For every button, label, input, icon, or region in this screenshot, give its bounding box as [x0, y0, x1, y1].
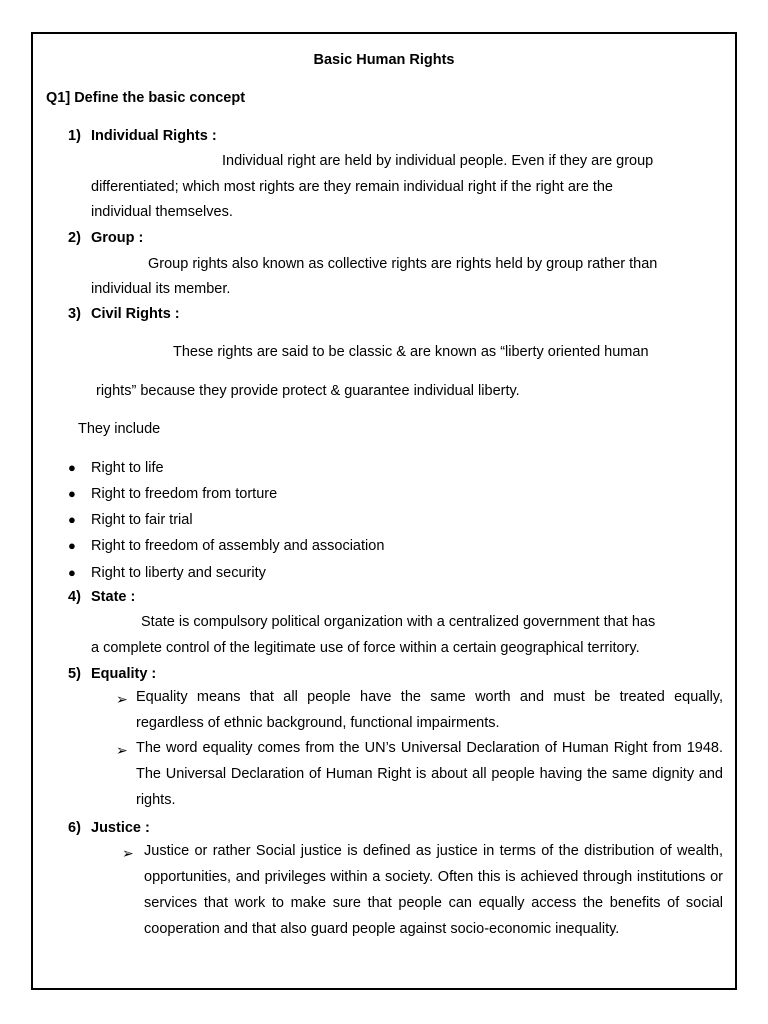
section-5-heading: Equality : — [91, 666, 157, 682]
list-item: Right to freedom from torture — [91, 486, 278, 502]
section-2-heading: Group : — [91, 230, 144, 246]
list-item: Right to freedom of assembly and association — [91, 538, 385, 554]
section-1-text-line-3: individual themselves. — [91, 204, 233, 220]
section-6-heading: Justice : — [91, 820, 150, 836]
section-3-text-line-1: These rights are said to be classic & are known as “liberty oriented human — [173, 344, 649, 360]
section-2-text-line-1: Group rights also known as collective rights are rights held by group rather than — [148, 256, 658, 272]
section-3-text-line-2: rights” because they provide protect & guarantee individual liberty. — [96, 383, 520, 399]
section-2-text-line-2: individual its member. — [91, 281, 231, 297]
section-6-number: 6) — [68, 820, 81, 836]
justice-point-1: Justice or rather Social justice is defined as justice in terms of the distribution of wealth, opportunities, and privileges within a society. Often this is achieved through institutions or services that work to make sure that people can equally access the benefits of social cooperation and that also guard people against socio-economic inequality. — [144, 843, 723, 937]
section-1-number: 1) — [68, 128, 81, 144]
bullet-dot-icon: ● — [68, 538, 76, 553]
section-1-heading: Individual Rights : — [91, 128, 217, 144]
bullet-dot-icon: ● — [68, 565, 76, 580]
section-3-heading: Civil Rights : — [91, 306, 180, 322]
arrow-bullet-icon: ➢ — [122, 845, 134, 861]
section-5-number: 5) — [68, 666, 81, 682]
section-4-text-line-1: State is compulsory political organization with a centralized government that has — [141, 614, 656, 630]
bullet-dot-icon: ● — [68, 512, 76, 527]
section-4-heading: State : — [91, 589, 136, 605]
list-item: Right to life — [91, 460, 164, 476]
arrow-bullet-icon: ➢ — [116, 742, 128, 758]
equality-point-2: The word equality comes from the UN’s Universal Declaration of Human Right from 1948. The Universal Declaration of Human Right is about all people having the same dignity and rights. — [136, 740, 723, 808]
they-include-text: They include — [78, 421, 161, 437]
section-4-text-line-2: a complete control of the legitimate use of force within a certain geographical territory. — [91, 640, 640, 656]
document-title: Basic Human Rights — [313, 52, 455, 68]
section-4-number: 4) — [68, 589, 81, 605]
bullet-dot-icon: ● — [68, 460, 76, 475]
section-3-number: 3) — [68, 306, 81, 322]
question-heading: Q1] Define the basic concept — [46, 90, 246, 106]
section-1-text-line-1: Individual right are held by individual people. Even if they are group — [222, 153, 654, 169]
arrow-bullet-icon: ➢ — [116, 691, 128, 707]
section-1-text-line-2: differentiated; which most rights are they remain individual right if the right are the — [91, 179, 613, 195]
list-item: Right to liberty and security — [91, 565, 266, 581]
list-item: Right to fair trial — [91, 512, 193, 528]
bullet-dot-icon: ● — [68, 486, 76, 501]
section-2-number: 2) — [68, 230, 81, 246]
equality-point-1: Equality means that all people have the same worth and must be treated equally, regardless of ethnic background, functional impairments. — [136, 689, 723, 731]
